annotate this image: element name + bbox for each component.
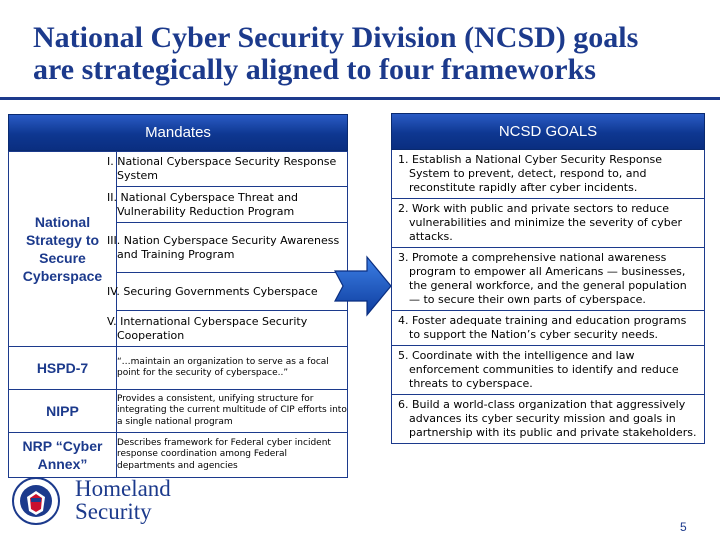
goal-item-6: 6. Build a world-class organization that aggressively advances its cyber security mission and goals in partnership with its public and private stakeholders.: [392, 394, 704, 443]
goal-item-3: 3. Promote a comprehensive national awareness program to empower all Americans — businesses, the general workforce, and the general population — to secure their own parts of cyberspace.: [392, 247, 704, 310]
goal-item-5: 5. Coordinate with the intelligence and law enforcement communities to identify and reduce threats to cyberspace.: [392, 345, 704, 394]
title-line-1: National Cyber Security Division (NCSD) goals: [33, 21, 639, 54]
mandate-category-hspd7: HSPD-7: [9, 347, 117, 390]
mandate-description-hspd7: “…maintain an organization to serve as a focal point for the security of cyberspace..”: [117, 347, 348, 390]
mandate-item-2: II. National Cyberspace Threat and Vulnerability Reduction Program: [117, 187, 348, 223]
goals-list: [391, 150, 705, 444]
goal-item-1: 1. Establish a National Cyber Security Response System to prevent, detect, respond to, and reconstitute rapidly after cyber incidents.: [398, 153, 663, 194]
logo-line-1: Homeland: [75, 476, 171, 501]
page-number: 5: [680, 520, 687, 534]
mandate-category-nrp: NRP “Cyber Annex”: [9, 433, 117, 478]
mandate-item-1: I. National Cyberspace Security Response System: [117, 152, 348, 187]
logo-wordmark: [75, 477, 215, 523]
mandate-description-nrp: Describes framework for Federal cyber incident response coordination among Federal departments and agencies: [117, 433, 348, 478]
title-line-2: are strategically aligned to four frameworks: [33, 53, 596, 86]
goal-item-2: 2. Work with public and private sectors to reduce vulnerabilities and minimize the severity of cyber attacks.: [392, 198, 704, 247]
page-title: [33, 22, 703, 86]
mandates-table: [8, 151, 348, 478]
dhs-seal-icon: [12, 477, 60, 525]
mandate-category-national-strategy: National Strategy to Secure Cyberspace: [9, 152, 117, 347]
mandate-item-3: III. Nation Cyberspace Security Awareness and Training Program: [117, 223, 348, 273]
right-arrow-icon: [333, 255, 393, 317]
goal-item-4: 4. Foster adequate training and education programs to support the Nation’s cyber security needs.: [392, 310, 704, 345]
goals-header: NCSD GOALS: [391, 113, 705, 150]
mandate-item-4: IV. Securing Governments Cyberspace: [117, 273, 348, 311]
mandate-category-nipp: NIPP: [9, 390, 117, 433]
mandates-header: Mandates: [8, 114, 348, 151]
title-divider: [0, 97, 720, 100]
mandate-item-5: V. International Cyberspace Security Cooperation: [117, 311, 348, 347]
mandate-description-nipp: Provides a consistent, unifying structure for integrating the current multitude of CIP efforts into a single national program: [117, 390, 348, 433]
logo-line-2: Security: [75, 499, 152, 524]
